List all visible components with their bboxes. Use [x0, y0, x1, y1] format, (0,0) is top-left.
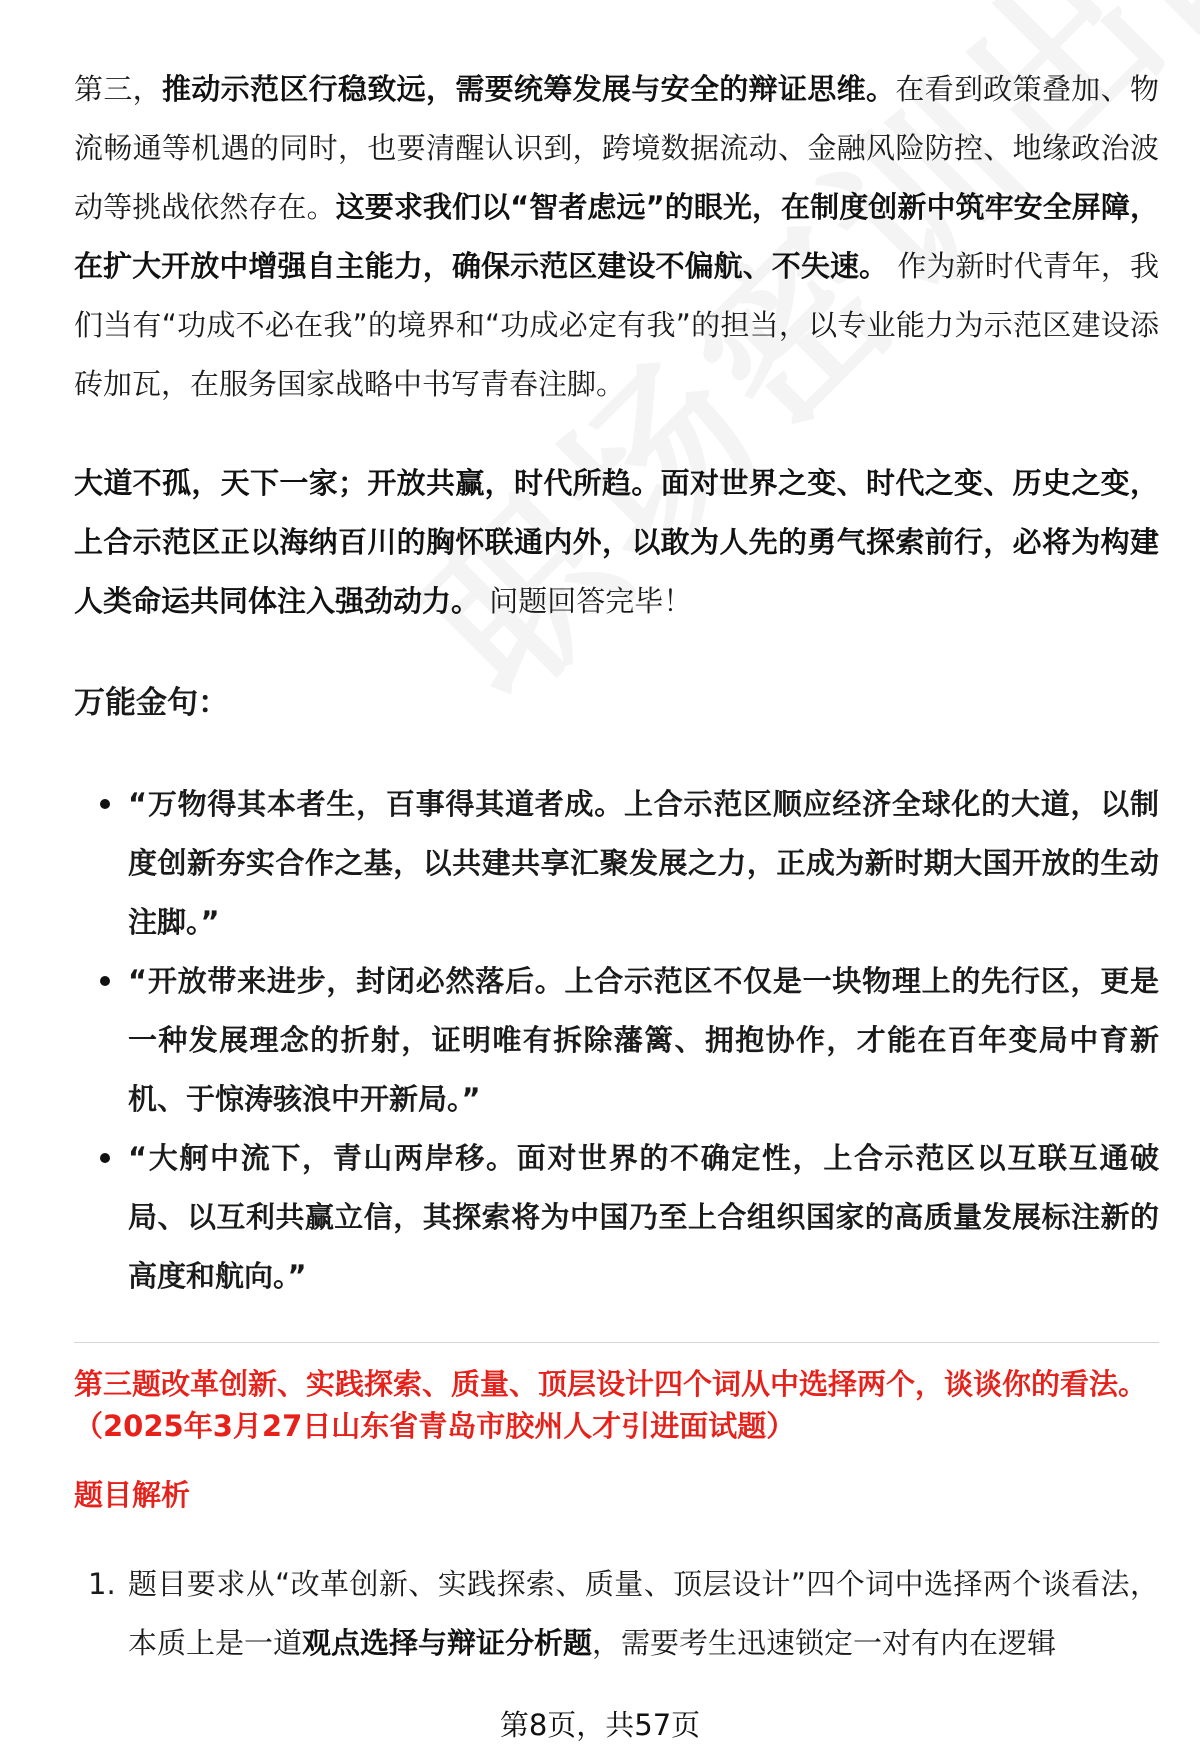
para1-bold-2: 这要求我们以“智者虑远”的眼光，在制度创新中筑牢安全屏障，在扩大开放中增强自主能力，确保示范区建设不偏航、不失速。 [74, 190, 1159, 283]
para1-text-1: 在看到政策叠加、物流畅通等机遇的同时，也要清醒认识到，跨境数据流动、金融风险防控、地缘政治波动等挑战依然存在。 [74, 72, 1159, 224]
section-heading-golden-quotes: 万能金句： [74, 685, 229, 721]
para2-text: 问题回答完毕！ [480, 584, 693, 618]
para1-bold-1: 推动示范区行稳致远，需要统筹发展与安全的辩证思维。 [162, 72, 896, 106]
analysis-text-1: 题目要求从“改革创新、实践探索、质量、顶层设计”四个词中选择两个谈看法，本质上是一道 [128, 1567, 1159, 1660]
para1-lead: 第三， [74, 72, 162, 106]
paragraph-conclusion [74, 454, 1159, 631]
bullet-dot-icon [100, 976, 110, 986]
analysis-list [74, 1555, 1159, 1673]
quote-text: “开放带来进步，封闭必然落后。上合示范区不仅是一块物理上的先行区，更是一种发展理念的折射，证明唯有拆除藩篱、拥抱协作，才能在百年变局中育新机、于惊涛骇浪中开新局。” [128, 964, 1159, 1116]
quotes-list [74, 775, 1159, 1306]
analysis-heading: 题目解析 [74, 1478, 191, 1512]
para2-bold: 大道不孤，天下一家；开放共赢，时代所趋。面对世界之变、时代之变、历史之变，上合示范区正以海纳百川的胸怀联通内外，以敢为人先的勇气探索前行，必将为构建人类命运共同体注入强劲动力。 [74, 466, 1159, 618]
list-number: 1. [88, 1567, 116, 1601]
page-content [74, 60, 1159, 1673]
list-item [74, 775, 1159, 952]
page-footer: 第8页，共57页 [499, 1708, 701, 1742]
paragraph-third-point [74, 60, 1159, 414]
section-divider [74, 1342, 1159, 1343]
quote-text: “大舸中流下，青山两岸移。面对世界的不确定性，上合示范区以互联互通破局、以互利共赢立信，其探索将为中国乃至上合组织国家的高质量发展标注新的高度和航向。” [128, 1141, 1159, 1293]
quote-text: “万物得其本者生，百事得其道者成。上合示范区顺应经济全球化的大道，以制度创新夯实合作之基，以共建共享汇聚发展之力，正成为新时期大国开放的生动注脚。” [128, 787, 1159, 939]
bullet-dot-icon [100, 1153, 110, 1163]
analysis-text-2: ，需要考生迅速锁定一对有内在逻辑 [592, 1626, 1057, 1660]
list-item [74, 952, 1159, 1129]
bullet-dot-icon [100, 799, 110, 809]
para1-text-2: 作为新时代青年，我们当有“功成不必在我”的境界和“功成必定有我”的担当，以专业能力为示范区建设添砖加瓦，在服务国家战略中书写青春注脚。 [74, 249, 1160, 401]
list-item [74, 1555, 1159, 1673]
list-item [74, 1129, 1159, 1306]
question-title: 第三题改革创新、实践探索、质量、顶层设计四个词从中选择两个，谈谈你的看法。 （2025年3月27日山东省青岛市胶州人才引进面试题） [74, 1367, 1148, 1443]
analysis-bold: 观点选择与辩证分析题 [302, 1626, 593, 1660]
